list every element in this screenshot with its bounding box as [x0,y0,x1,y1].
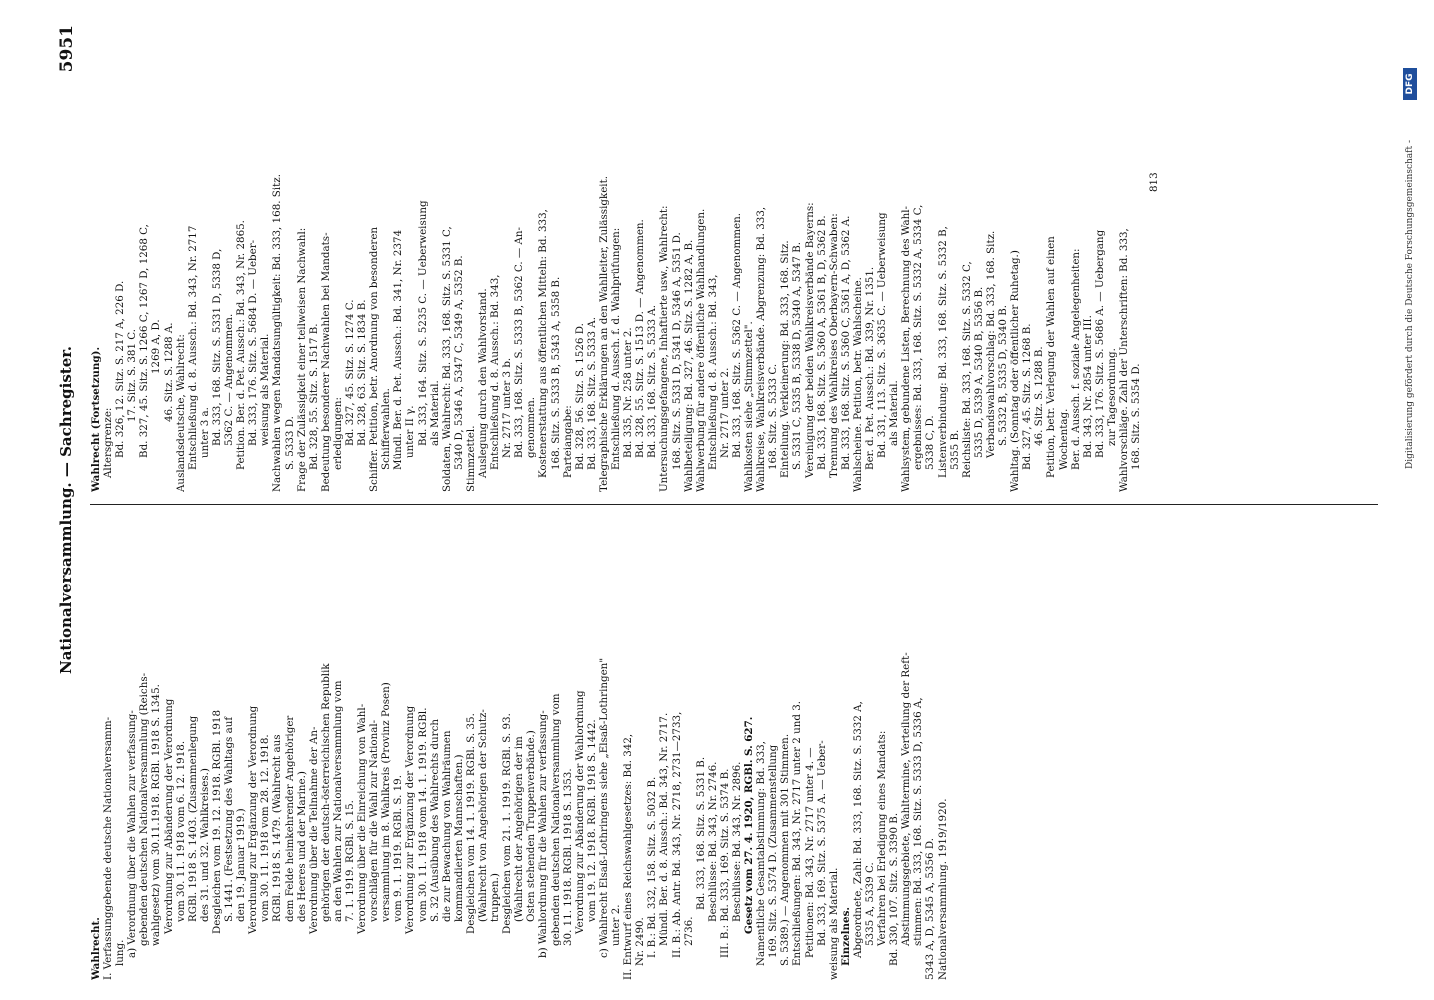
page-title: Nationalversammlung. — Sachregister. [57,346,75,675]
register-line: Petitionen: Bd. 343, Nr. 2717 unter 4. — [803,747,816,958]
register-line: Verordnung über die Einreichung von Wahl- [356,703,369,934]
page-number: 5951 [57,25,77,73]
register-line: Entschließung d. 8. Aussch.: Bd. 343, [489,274,502,470]
register-line: Einteilung. Verkleinerung: Bd. 333, 168. Sitz. [779,240,792,478]
register-line: (Wahlrecht von Angehörigen der Schutz- [477,709,489,922]
register-line: 5362 C. — Angenommen. [223,313,236,446]
register-line: Wahlrecht (Fortsetzung). [90,346,102,492]
register-line: 46. Sitz. S. 1288 B. [1033,346,1046,446]
register-line: 5335 D, 5339 A, 5340 B, 5356 B. [972,286,985,458]
register-line: Bd. 335, Nr. 258 unter 2. [622,327,635,458]
register-line: vorschlägen für die Wahl zur National- [368,719,381,922]
register-line: 2736. [682,916,695,946]
register-line: des Heeres und der Marine.) [295,771,308,922]
register-line: Bd. 333, 168. Sitz. S. 5333 A. [646,305,659,458]
register-line: Telegraphische Erklärungen an den Wahlleiter, Zulässigkeit. [597,176,610,492]
register-line: 5335 A, 5339 C. [864,862,876,946]
register-line: Desgleichen vom 19. 12. 1918. RGBl. 1918 [210,710,223,934]
register-line: Mündl. Ber. d. 8. Aussch.: Bd. 343, Nr. 2717. [658,712,671,946]
register-line: Bd. 327, 45. Sitz. S. 1268 B. [1021,323,1034,470]
register-line: Kostenerstattung aus öffentlichen Mitteln: Bd. 333, [537,209,550,478]
digitization-credit: Digitalisierung gefördert durch die Deutsche Forschungsgemeinschaft - [1405,140,1415,469]
register-line: b) Wahlordnung für die Wahlen zur verfassung- [537,710,550,958]
register-line: Ber. d. Aussch. f. soziale Angelegenheiten: [1069,248,1082,470]
register-line: Altersgrenze: [102,407,115,478]
register-line: II. Entwurf eines Reichswahlgesetzes: Bd. 342, [622,733,635,980]
register-line: vom 9. 1. 1919. RGBl. S. 19. [392,775,405,922]
register-line: Verordnung zur Abänderung der Verordnung [162,698,175,934]
register-line: vom 19. 12. 1918. RGBl. 1918 S. 1442. [585,719,598,922]
register-line: Bd. 328, 56. Sitz. S. 1526 D. [573,323,586,470]
register-line: versammlung im 8. Wahlkreis (Provinz Posen) [380,682,393,922]
register-line: als Material. [428,380,441,446]
register-line: Bd. 328, 63. Sitz. S. 1834 B. [356,299,369,446]
register-line: Gesetz vom 27. 4. 1920, RGBl. S. 627. [743,716,756,934]
register-line: den 19. Januar 1919.) [235,808,248,922]
register-line: dem Felde heimkehrender Angehöriger [283,715,296,922]
register-line: vom 30. 11. 1918 vom 14. 1. 1919. RGBl. [416,707,429,922]
register-line: 168. Sitz. S. 5331 D, 5341 D, 5346 A, 5351 D. [670,232,683,470]
register-line: II. B.: Ab. Antr. Bd. 343, Nr. 2718, 2731—2733, [670,711,683,958]
register-line: Bd. 326, 12. Sitz. S. 217 A, 226 D. [114,280,127,458]
register-line: Wahlsystem, gebundene Listen, Berechnung des Wahl- [900,205,913,492]
register-line: S. 5389.) — Angenommen mit 301 Stimmen. [779,733,792,966]
register-line: lung. [114,939,127,966]
register-line: 46. Sitz. S. 1288 A. [162,322,175,422]
register-line: truppen.) [489,873,502,922]
column-divider [90,504,1378,505]
register-line: Nr. 2717 unter 3 b. [501,357,514,458]
register-line: Trennung des Wahlkreises Oberbayern-Schwaben: [827,213,840,478]
register-line: Bd. 333, 176. Sitz. S. 5686 A. — Uebergang [1093,229,1106,458]
register-line: 168. Sitz. S. 5333 B, 5343 A, 5358 B. [549,276,562,470]
register-line: Bd. 328, 55. Sitz. S. 1517 B. [307,323,320,470]
register-line: III. B.: Bd. 333, 169. Sitz. S. 5374 B. [718,768,731,958]
register-line: Bd. 333, 168. Sitz. S. 5360 C, 5361 A, D, 5362 A. [839,215,852,470]
register-line: I. Verfassunggebende deutsche Nationalversamm- [102,716,115,980]
register-line: Reichsliste: Bd. 333, 168. Sitz. S. 5332 C, [960,261,973,478]
register-line: 17. Sitz. S. 381 C. [126,328,139,422]
register-line: c) Wahlrecht Elsaß-Lothringens siehe „Elsaß-Lothringen" [597,657,610,958]
register-line: gehörigen der deutsch-österreichischen Republik [319,663,332,922]
register-line: Nachwahlen wegen Mandatsungültigkeit: Bd. 333, 168. Sitz. [271,174,284,492]
register-line: Desgleichen vom 14. 1. 1919. RGBl. S. 35. [464,713,477,934]
register-line: Nr. 2490. [634,917,647,966]
register-line: 168. Sitz. S. 5354 D. [1130,363,1143,470]
register-line: S. 5332 B, 5335 D, 5340 B. [997,304,1010,446]
register-line: Wahlvorschläge. Zahl der Unterschriften: Bd. 333, [1117,228,1130,492]
left-column [90,510,949,980]
register-line: erledigungen: [331,397,344,470]
register-line: Listenverbindung: Bd. 333, 168. Sitz. S. 5332 B, [936,226,949,478]
register-line: 5355 B. [948,429,961,470]
register-line: Bd. 333, 168. Sitz. S. 5333 B, 5362 C. — An- [513,226,526,458]
register-line: Bedeutung besonderer Nachwahlen bei Mandats- [319,232,332,492]
register-line: Nationalversammlung. 1919/1920. [936,798,949,980]
register-line: des 31. und 32. Wahlkreises.) [198,768,211,922]
register-line: genommen. [525,396,538,458]
register-line: Ber. d. Pet. Aussch.: Bd. 339, Nr. 1351. [864,266,876,470]
register-line: Schifferwahlen. [380,388,393,470]
register-line: S. 32 (Ausübung des Wahlrechts durch [428,719,441,922]
register-line: Beschlüsse: Bd. 343, Nr. 2896. [730,761,743,922]
register-line: a) Verordnung über die Wahlen zur verfassung- [126,710,139,958]
register-line: ergebnisses: Bd. 333, 168. Sitz. S. 5332 A, 5334 C, [912,204,925,470]
register-line: Verfahren bei Erledigung eines Mandats: [876,730,889,946]
register-line: Stimmzettel. [464,425,477,492]
register-line: kommandierten Mannschaften.) [452,754,465,922]
register-line: Verordnung zur Abänderung der Wahlordnung [573,690,586,934]
register-line: Bd. 333, 168. Sitz. S. 5333 A. [585,317,598,470]
page-header [0,0,100,1000]
register-line: Entschließung d. 8. Aussch.: Bd. 343, Nr. 2717 [186,225,199,470]
register-line: Einzelnes. [839,907,852,966]
register-line: Bd. 333, 176. Sitz. S. 5684 D. — Ueber- [247,239,260,446]
register-line: 5340 D, 5346 A, 5347 C, 5349 A, 5352 B. [452,255,465,470]
register-line: Bd. 333, 168. Sitz. S. 5360 A, 5361 B, D, 5362 B. [815,215,828,470]
register-line: Verordnung zur Ergänzung der Verordnung [404,705,417,934]
register-line: Verordnung über die Teilnahme der An- [307,726,320,934]
register-line: Parteiangabe: [561,405,574,478]
register-line: Bd. 333, 168. Sitz. S. 5331 B. [694,756,707,910]
register-line: S. 5331 C, 5335 B, 5338 D, 5340 A, 5347 B. [791,241,804,470]
right-column [90,22,1160,492]
register-line: Petition, betr. Verlegung der Wahlen auf einen [1045,236,1058,478]
register-line: 169. Sitz. S. 5374 D. (Zusammenstellung [767,744,780,958]
register-line: Auslandsdeutsche, Wahlrecht: [174,334,187,492]
register-line: Wahlbeteiligung: Bd. 327, 46. Sitz. S. 1282 A, B. [682,239,695,492]
register-line: wahlgesetz) vom 30.11.1918. RGBl. 1918 S. 1345. [150,684,163,946]
register-line: 30. 11. 1918. RGBl. 1918 S. 1353. [561,768,574,946]
register-line: Bd. 333, 164. Sitz. S. 5235 C. — Ueberweisung [416,200,429,446]
register-line: Abstimmungsgebiete, Wahltermine, Verteilung der Reft- [900,652,913,946]
register-line: Untersuchungsgefangene, Inhaftierte usw., Wahlrecht: [658,205,671,492]
register-line: Soldaten, Wahlrecht: Bd. 333, 168. Sitz. S. 5331 C, [440,226,453,492]
dfg-logo: DFG [1403,68,1417,100]
register-line: Beschlüsse: Bd. 343, Nr. 2746. [706,761,719,922]
register-line: Bd. 327, 45. Sitz. S. 1266 C, 1267 D, 1268 C, [138,224,151,458]
register-line: Bd. 331, 113. Sitz. S. 3635 C. — Ueberweisung [876,212,889,458]
register-line: Bd. 333, 169. Sitz. S. 5375 A. — Ueber- [815,740,828,946]
register-line: weisung als Material. [827,867,840,980]
register-line: Wahlwerbung für andere öffentliche Wahlhandlungen. [694,208,707,492]
register-line: unter 2. [610,904,623,946]
register-line: Wochentag. [1057,408,1070,470]
register-line: Wahltag. (Sonntag oder öffentlicher Ruhetag.) [1009,250,1022,492]
register-line: (Wahlrecht der Angehörigen der im [513,736,526,922]
register-line: RGBl. 1918 S. 1479. (Wahlrecht aus [271,734,284,922]
register-line: gebenden deutschen Nationalversammlung (Reichs- [138,672,151,946]
register-line: S. 1441. (Festsetzung des Wahltags auf [223,716,236,922]
page-signature: 813 [1148,172,1161,192]
register-line: Auslegung durch den Wahlvorstand. [477,288,489,478]
register-line: 5338 C, D. [924,415,937,470]
register-line: unter 3 a. [198,407,211,458]
register-line: Verordnung zur Ergänzung der Verordnung [247,705,260,934]
register-line: zur Tagesordnung. [1105,348,1118,446]
register-line: I. B.: Bd. 332, 158. Sitz. S. 5032 B. [646,776,659,958]
register-line: Frage der Zulässigkeit einer teilweisen Nachwahl: [295,227,308,492]
register-line: vom 30. 11. 1918 vom 6. 12. 1918. [174,740,187,922]
register-line: Abgeordnete, Zahl: Bd. 333, 168. Sitz. S. 5332 A, [851,701,864,958]
register-line: an den Wahlen zur Nationalversammlung vom [331,680,344,922]
register-line: Wahlscheine. Petition, betr. Wahlscheine. [851,277,864,492]
register-line: Nr. 2717 unter 2. [718,367,731,458]
register-line: Wahlkreise, Wahlkreisverbände. Abgrenzung: Bd. 333, [755,206,768,492]
register-line: S. 5333 D. [283,416,296,470]
register-line: 5343 A, D, 5345 A, 5356 D. [924,838,937,980]
register-line: 1269 A, D. [150,319,163,374]
register-line: Entschließungen: Bd. 343, Nr. 2717 unter 2 und 3. [791,700,804,966]
register-line: 168. Sitz. S. 5333 C. [767,363,780,470]
register-line: Schiffer. Petition, betr. Anordnung von besonderen [368,226,381,492]
register-line: vom 30. 11. 1918 vom 28. 12. 1918. [259,734,272,922]
register-line: Desgleichen vom 21. 1. 1919. RGBl. S. 93. [501,713,514,934]
register-line: Bd. 343, Nr. 2854 unter III. [1081,315,1094,458]
register-line: gebenden deutschen Nationalversammlung vom [549,693,562,946]
register-line: als Material. [888,380,901,446]
register-line: RGBl. 1918 S. 1403. (Zusammenlegung [186,715,199,922]
register-line: Namentliche Gesamtabstimmung: Bd. 333, [755,741,768,966]
register-line: 7. 1. 1919. RGBl. S. 15. [343,800,356,922]
register-line: weisung als Material. [259,333,272,446]
register-line: Osten stehenden Truppenverbände.) [525,730,538,922]
register-line: Wahlrecht. [90,917,102,980]
register-line: Entschließung d. 8. Aussch.: Bd. 343, [706,274,719,470]
register-line: Entschließung d. Aussch. f. d. Wahlprüfungen: [610,227,623,470]
register-line: Vereinigung der beiden Wahlkreisverbände Bayerns: [803,202,816,478]
register-line: stimmen: Bd. 333, 168. Sitz. S. 5333 D, 5336 A, [912,697,925,946]
register-line: Bd. 330, 107. Sitz. S. 3390 B. [888,812,901,966]
register-line: Mündl. Ber. d. Pet. Aussch.: Bd. 341, Nr. 2374 [392,229,405,470]
register-line: Bd. 333, 168. Sitz. S. 5331 D, 5338 D, [210,248,223,446]
register-line: Bd. 327, 45. Sitz. S. 1274 C. [343,299,356,446]
register-line: Wahlkosten siehe „Stimmzettel". [743,321,756,492]
register-line: unter II γ. [404,405,417,458]
register-line: Bd. 328, 55. Sitz. S. 1513 D. — Angenommen. [634,219,647,458]
register-line: die zur Bewachung von Wahlräumen [440,730,453,922]
register-line: Verbandswahlvorschlag: Bd. 333, 168. Sitz. [984,230,997,458]
register-line: Petition. Ber. d. Pet. Aussch.: Bd. 343, Nr. 2865. [235,220,248,470]
register-line: Bd. 333, 168. Sitz. S. 5362 C. — Angenommen. [730,212,743,458]
